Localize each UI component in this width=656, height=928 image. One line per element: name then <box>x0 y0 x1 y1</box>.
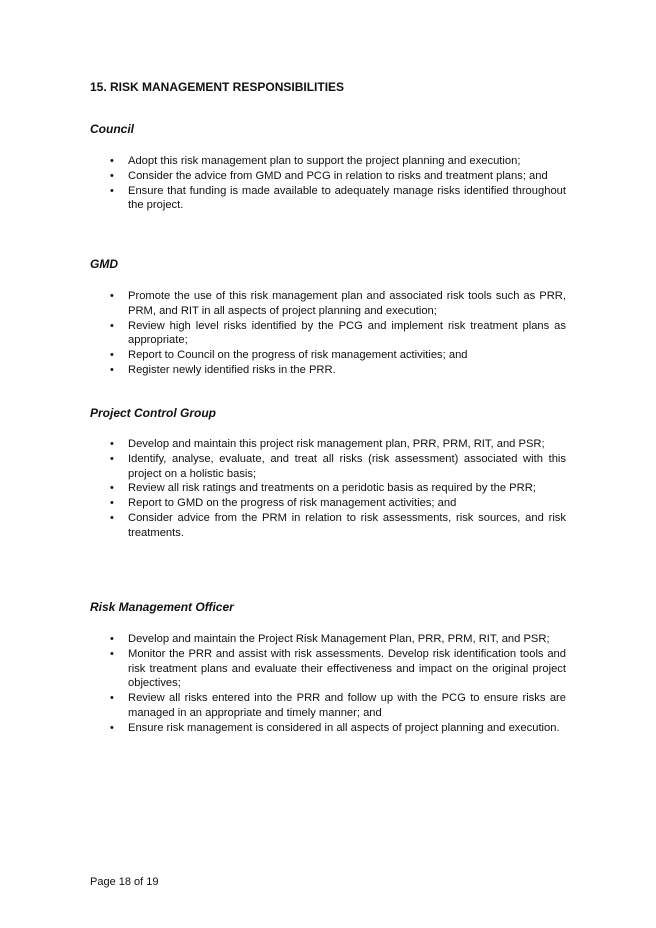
gmd-title: GMD <box>90 257 118 271</box>
bullet-icon: • <box>110 349 114 362</box>
list-item: • Consider advice from the PRM in relation to risk assessments, risk sources, and risk treatments. <box>110 511 566 539</box>
council-title: Council <box>90 122 134 136</box>
list-item: • Adopt this risk management plan to support the project planning and execution; <box>110 155 521 167</box>
list-item: • Review all risk ratings and treatments on a peridotic basis as required by the PRR; <box>110 482 536 495</box>
list-item: • Report to Council on the progress of risk management activities; and <box>110 349 468 362</box>
page-number: Page 18 of 19 <box>90 876 159 888</box>
bullet-icon: • <box>110 511 114 524</box>
bullet-icon: • <box>110 482 114 495</box>
list-item: • Review all risks entered into the PRR and follow up with the PCG to ensure risks are managed in an appropriate and timely manner; and <box>110 692 566 719</box>
list-item: • Review high level risks identified by the PCG and implement risk treatment plans as appropriate; <box>110 319 566 347</box>
list-item: • Identify, analyse, evaluate, and treat all risks (risk assessment) associated with this project on a holistic basis; <box>110 452 566 480</box>
project-control-group-list <box>106 437 566 541</box>
bullet-icon: • <box>110 290 114 302</box>
list-item: • Monitor the PRR and assist with risk assessments. Develop risk identification tools and risk treatment plans and evaluate their effectiveness and impact on the original project objectives; <box>110 647 566 690</box>
list-item: • Consider the advice from GMD and PCG in relation to risks and treatment plans; and <box>110 169 548 182</box>
bullet-icon: • <box>110 184 114 197</box>
list-item: • Develop and maintain the Project Risk Management Plan, PRR, PRM, RIT, and PSR; <box>110 633 550 645</box>
council-list <box>106 154 566 213</box>
bullet-icon: • <box>110 452 114 465</box>
bullet-icon: • <box>110 438 114 450</box>
list-item: • Develop and maintain this project risk management plan, PRR, PRM, RIT, and PSR; <box>110 438 545 450</box>
bullet-icon: • <box>110 319 114 332</box>
bullet-icon: • <box>110 363 114 376</box>
list-item: • Ensure that funding is made available to adequately manage risks identified throughout the project. <box>110 184 566 212</box>
bullet-icon: • <box>110 155 114 167</box>
bullet-icon: • <box>110 169 114 182</box>
section-heading: 15. RISK MANAGEMENT RESPONSIBILITIES <box>90 80 345 94</box>
list-item: • Promote the use of this risk management plan and associated risk tools such as PRR, PRM, and RIT in all aspects of project planning and execution; <box>110 290 566 317</box>
bullet-icon: • <box>110 721 114 734</box>
project-control-group-title: Project Control Group <box>90 406 216 420</box>
gmd-list <box>106 289 566 378</box>
list-item: • Register newly identified risks in the PRR. <box>110 363 336 376</box>
list-item: • Report to GMD on the progress of risk management activities; and <box>110 497 457 510</box>
bullet-icon: • <box>110 647 114 660</box>
risk-management-officer-list <box>106 632 566 736</box>
list-item: • Ensure risk management is considered in all aspects of project planning and execution. <box>110 721 560 734</box>
risk-management-officer-title: Risk Management Officer <box>90 600 234 614</box>
bullet-icon: • <box>110 633 114 645</box>
bullet-icon: • <box>110 497 114 510</box>
bullet-icon: • <box>110 692 114 705</box>
